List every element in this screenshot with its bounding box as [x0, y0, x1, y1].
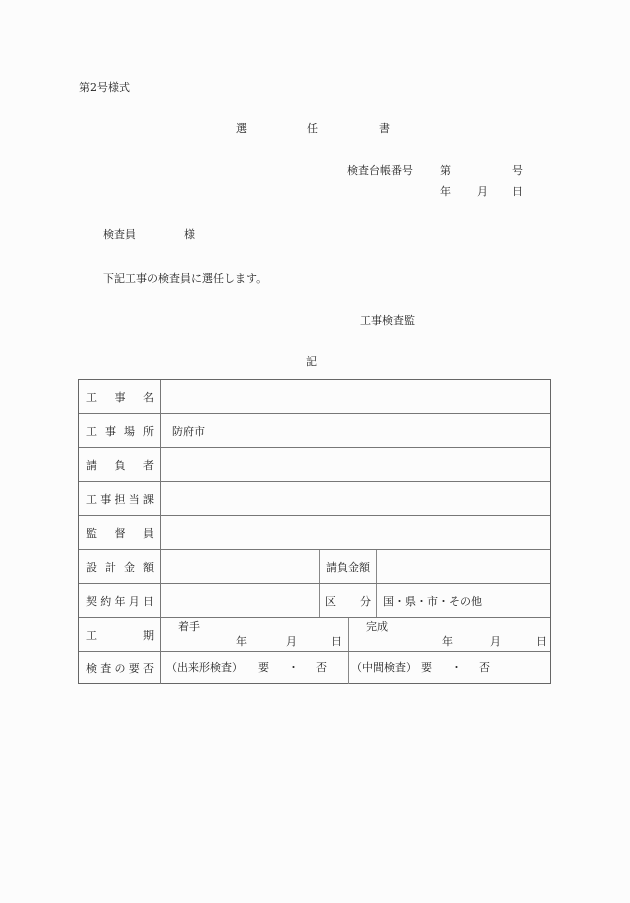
label-char: 分	[360, 594, 371, 608]
label-char: 設	[86, 560, 97, 574]
details-table	[78, 379, 551, 684]
row-label	[79, 550, 161, 583]
label-char: 額	[143, 560, 154, 574]
label-char: 名	[143, 390, 154, 404]
label-char: の	[114, 662, 126, 675]
label-char: 担	[114, 492, 126, 506]
label-char: 査	[100, 662, 112, 675]
label-char: 期	[143, 628, 154, 642]
label-char: 監	[86, 526, 97, 540]
project-location-value[interactable]: 防府市	[172, 424, 205, 438]
body-text: 下記工事の検査員に選任します。	[103, 272, 268, 285]
addressee-role: 検査員	[103, 228, 136, 241]
table-row-design-amount	[79, 550, 550, 584]
label-char: 約	[100, 594, 112, 608]
row-label	[79, 584, 161, 617]
start-year: 年	[236, 635, 247, 648]
label-char: 年	[114, 594, 126, 608]
table-row-contract-date	[79, 584, 550, 618]
row-label	[79, 380, 161, 413]
table-row-contractor	[79, 448, 550, 482]
title-char: 書	[379, 122, 390, 135]
table-row-construction-period	[79, 618, 550, 652]
label-char: 工	[86, 390, 97, 404]
label-char: 工	[86, 628, 97, 642]
completion-date-cell[interactable]	[348, 618, 550, 651]
title-char: 任	[307, 122, 318, 135]
label-char: 所	[143, 424, 154, 438]
label-char: 要	[128, 662, 140, 675]
completed-work-inspection-label: （出来形検査）	[166, 661, 243, 674]
category-value[interactable]: 国・県・市・その他	[383, 594, 482, 608]
label-char: 検	[86, 662, 97, 675]
category-label	[319, 584, 377, 617]
table-row-inspection-required	[79, 652, 550, 684]
registry-number-suffix: 号	[512, 164, 523, 177]
start-label: 着手	[178, 620, 200, 633]
completion-year: 年	[442, 635, 453, 648]
completion-day: 日	[536, 635, 547, 648]
label-char: 事	[100, 492, 112, 506]
interim-inspection-cell	[348, 652, 550, 684]
label-char: 場	[124, 424, 135, 438]
label-char: 工	[86, 424, 97, 438]
interim-inspection-label: （中間検査）	[351, 661, 417, 674]
label-char: 員	[143, 526, 154, 540]
row-label	[79, 448, 161, 481]
completion-month: 月	[490, 635, 501, 648]
start-month: 月	[286, 635, 297, 648]
issue-date-month: 月	[477, 185, 488, 198]
interim-no-option[interactable]: 否	[479, 661, 490, 674]
label-char: 者	[143, 458, 154, 472]
interim-yes-option[interactable]: 要	[421, 661, 432, 674]
label-char: 計	[105, 560, 116, 574]
start-date-cell[interactable]	[161, 618, 348, 651]
label-char: 請	[86, 458, 97, 472]
start-day: 日	[331, 635, 342, 648]
issue-date-year: 年	[440, 185, 451, 198]
label-char: 日	[143, 594, 154, 608]
row-label	[79, 618, 161, 651]
registry-number-prefix: 第	[440, 164, 451, 177]
label-char: 契	[86, 594, 97, 608]
label-char: 課	[143, 492, 154, 506]
row-label	[79, 482, 161, 515]
table-row-project-name	[79, 380, 550, 414]
row-label	[79, 516, 161, 549]
completed-work-inspection-cell	[161, 652, 348, 684]
title-char: 選	[236, 122, 247, 135]
label-char: 事	[114, 390, 126, 404]
completed-work-yes-option[interactable]: 要	[258, 661, 269, 674]
registry-label: 検査台帳番号	[347, 164, 413, 177]
label-char: 区	[325, 594, 336, 608]
option-separator: ・	[288, 661, 299, 674]
label-char: 督	[114, 526, 126, 540]
label-char: 負	[114, 458, 126, 472]
row-label	[79, 414, 161, 447]
label-char: 事	[105, 424, 116, 438]
issuer: 工事検査監	[360, 314, 415, 327]
label-char: 当	[128, 492, 140, 506]
row-label	[79, 652, 161, 684]
label-char: 否	[143, 662, 154, 675]
label-char: 工	[86, 492, 97, 506]
issue-date-day: 日	[512, 185, 523, 198]
label-char: 月	[128, 594, 140, 608]
addressee-honorific: 様	[184, 228, 195, 241]
contract-amount-label	[319, 550, 377, 583]
completion-label: 完成	[366, 620, 388, 633]
label-char: 金	[124, 560, 135, 574]
option-separator: ・	[451, 661, 462, 674]
table-row-supervisor	[79, 516, 550, 550]
completed-work-no-option[interactable]: 否	[316, 661, 327, 674]
table-row-department	[79, 482, 550, 516]
note-heading: 記	[306, 355, 317, 368]
sub-label-text: 請負金額	[326, 560, 370, 574]
form-number: 第2号様式	[79, 81, 130, 94]
table-row-project-location	[79, 414, 550, 448]
